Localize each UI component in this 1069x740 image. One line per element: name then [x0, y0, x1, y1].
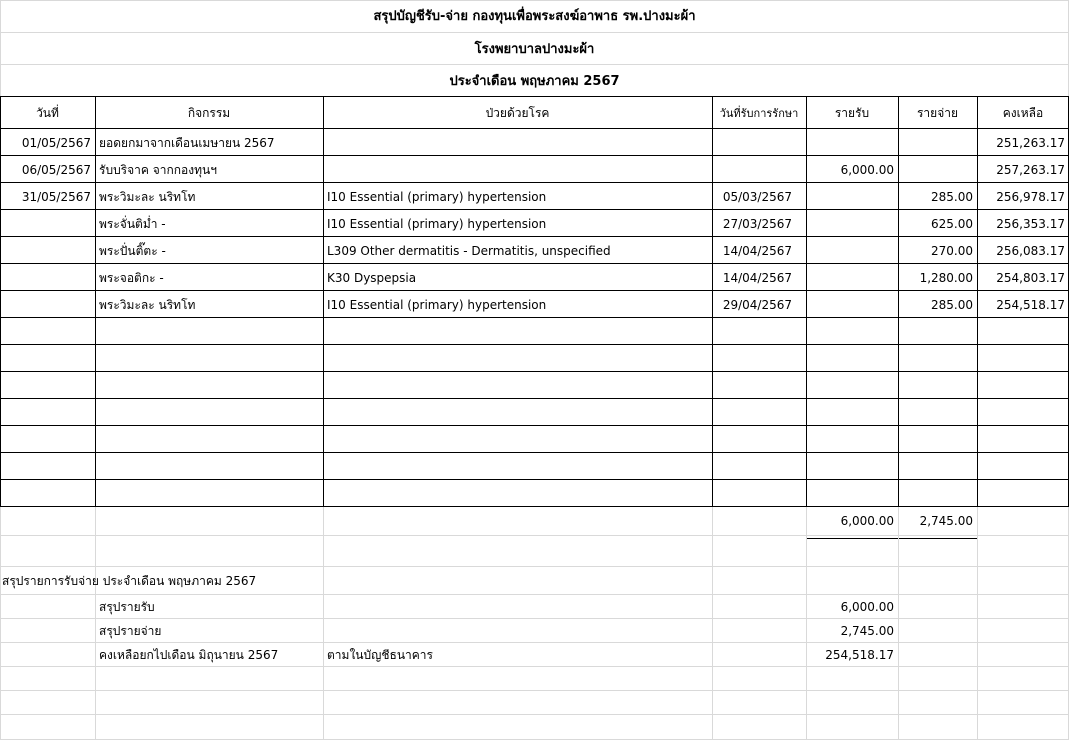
row-7-balance: 254,518.17: [996, 297, 1065, 312]
row-7-activity: พระวิมะละ นริทโท: [99, 297, 196, 312]
grid-hline: [0, 479, 1069, 480]
row-3-expense: 285.00: [931, 189, 973, 204]
summary-balance-value: 254,518.17: [825, 648, 894, 662]
header-disease: ป่วยด้วยโรค: [485, 106, 550, 120]
header-expense: รายจ่าย: [916, 106, 958, 120]
grid-hline: [0, 344, 1069, 345]
row-3-date: 31/05/2567: [21, 189, 91, 204]
row-2-date: 06/05/2567: [21, 162, 91, 177]
row-6-activity: พระจอติกะ -: [99, 270, 164, 285]
row-6-disease: K30 Dyspepsia: [327, 270, 417, 285]
summary-expense-label: สรุปรายจ่าย: [99, 624, 162, 638]
row-4-treatment-date: 27/03/2567: [722, 216, 792, 231]
row-3-treatment-date: 05/03/2567: [722, 189, 792, 204]
total-expense: 2,745.00: [919, 514, 973, 528]
header-treatment-date: วันที่รับการรักษา: [719, 106, 799, 120]
grid-vline: [898, 507, 899, 740]
header-balance: คงเหลือ: [1002, 106, 1044, 120]
grid-hline: [0, 452, 1069, 453]
grid-vline: [323, 507, 324, 740]
grid-hline: [0, 535, 1069, 536]
row-3-balance: 256,978.17: [996, 189, 1065, 204]
row-5-expense: 270.00: [931, 243, 973, 258]
header-income: รายรับ: [834, 106, 870, 120]
row-7-expense: 285.00: [931, 297, 973, 312]
row-6-expense: 1,280.00: [919, 270, 973, 285]
row-1-activity: ยอดยกมาจากเดือนเมษายน 2567: [99, 135, 275, 150]
report-title: สรุปบัญชีรับ-จ่าย กองทุนเพื่อพระสงฆ์อาพาธ รพ.ปางมะผ้า: [373, 9, 696, 24]
row-5-activity: พระปั่นติ๊ตะ -: [99, 243, 166, 258]
row-6-treatment-date: 14/04/2567: [722, 270, 792, 285]
row-1-date: 01/05/2567: [21, 135, 91, 150]
grid-vline: [712, 507, 713, 740]
summary-balance-note: ตามในบัญชีธนาคาร: [327, 648, 433, 662]
grid-hline: [0, 425, 1069, 426]
summary-expense-value: 2,745.00: [840, 624, 894, 638]
row-2-activity: รับบริจาค จากกองทุนฯ: [99, 162, 217, 177]
summary-income-value: 6,000.00: [840, 600, 894, 614]
row-5-balance: 256,083.17: [996, 243, 1065, 258]
summary-heading: สรุปรายการรับจ่าย ประจำเดือน พฤษภาคม 2567: [2, 574, 257, 588]
row-4-balance: 256,353.17: [996, 216, 1065, 231]
row-5-disease: L309 Other dermatitis - Dermatitis, unspecified: [327, 243, 611, 258]
report-period: ประจำเดือน พฤษภาคม 2567: [449, 73, 620, 89]
grid-vline: [977, 507, 978, 740]
grid-hline: [0, 398, 1069, 399]
grid-hline: [806, 538, 977, 539]
header-date: วันที่: [36, 106, 59, 120]
row-4-activity: พระจั่นติม่ำ -: [99, 216, 166, 231]
row-2-balance: 257,263.17: [996, 162, 1065, 177]
grid-hline: [0, 714, 1069, 715]
row-2-income: 6,000.00: [840, 162, 894, 177]
grid-hline: [0, 371, 1069, 372]
grid-hline: [0, 690, 1069, 691]
row-3-disease: I10 Essential (primary) hypertension: [327, 189, 547, 204]
summary-income-label: สรุปรายรับ: [99, 600, 155, 614]
row-4-disease: I10 Essential (primary) hypertension: [327, 216, 547, 231]
total-income: 6,000.00: [840, 514, 894, 528]
row-4-expense: 625.00: [931, 216, 973, 231]
row-7-treatment-date: 29/04/2567: [722, 297, 792, 312]
row-3-activity: พระวิมะละ นริทโท: [99, 189, 196, 204]
header-activity: กิจกรรม: [187, 106, 231, 120]
grid-vline: [0, 507, 1, 567]
row-5-treatment-date: 14/04/2567: [722, 243, 792, 258]
row-7-disease: I10 Essential (primary) hypertension: [327, 297, 547, 312]
row-1-balance: 251,263.17: [996, 135, 1065, 150]
row-6-balance: 254,803.17: [996, 270, 1065, 285]
summary-balance-label: คงเหลือยกไปเดือน มิถุนายน 2567: [99, 648, 279, 662]
hospital-name: โรงพยาบาลปางมะผ้า: [474, 41, 595, 57]
